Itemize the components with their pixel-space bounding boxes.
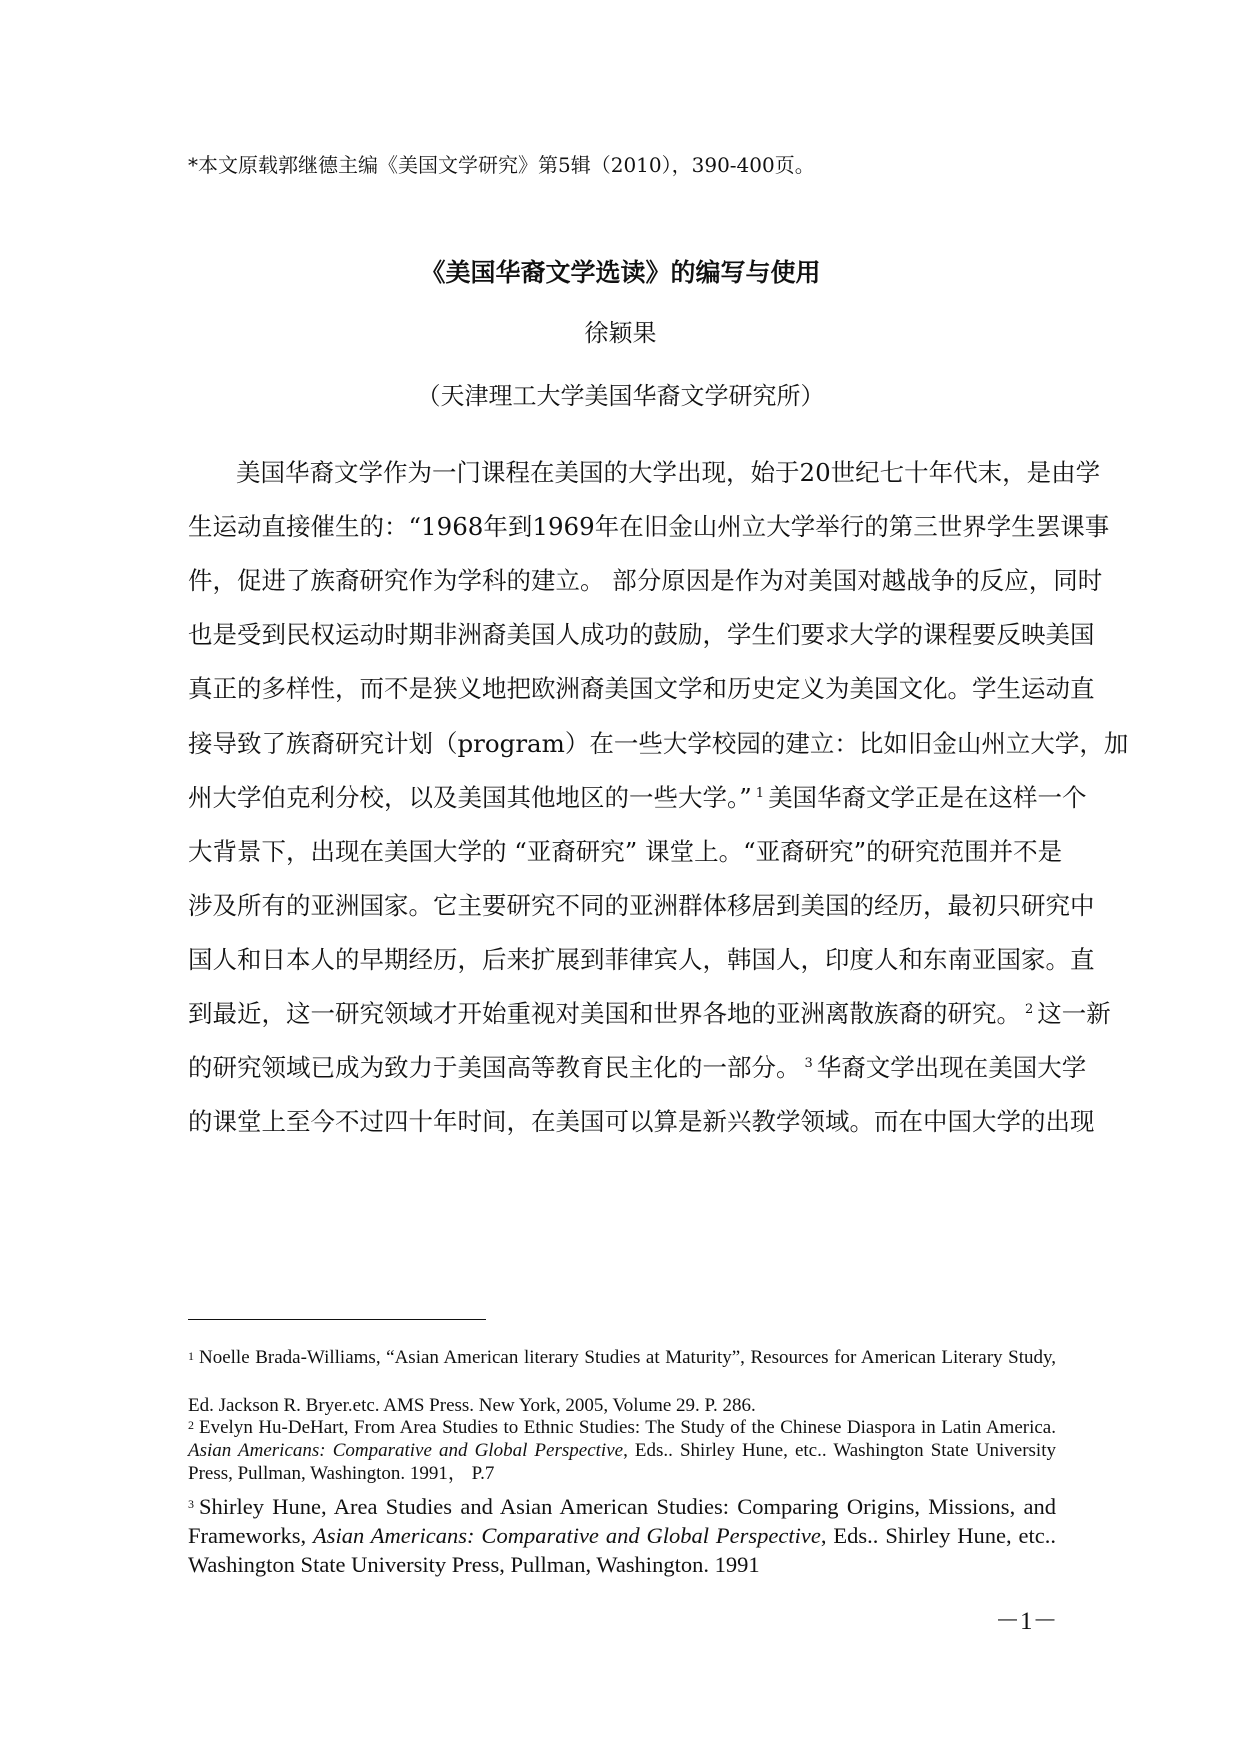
footnote-book-title: Asian Americans: Comparative and Global Perspective <box>188 1440 624 1461</box>
body-line: 接导致了族裔研究计划（program）在一些大学校园的建立：比如旧金山州立大学，加 <box>188 729 1129 758</box>
footnote-number: 1 <box>188 1349 194 1363</box>
body-text: 到最近，这一研究领域才开始重视对美国和世界各地的亚洲离散族裔的研究。 <box>188 999 1021 1028</box>
body-line: 大背景下，出现在美国大学的 “亚裔研究” 课堂上。“亚裔研究”的研究范围并不是 <box>188 837 1063 866</box>
footnote-text: Noelle Brada-Williams, “Asian American literary Studies at Maturity”, Resources for American Literary Study, Ed. Jackson R. Bryer.etc. AMS Press. New York, 2005, Volume 29. P. 286. <box>188 1347 1056 1416</box>
footnote-3 <box>188 1492 1056 1579</box>
body-line: 涉及所有的亚洲国家。它主要研究不同的亚洲群体移居到美国的经历，最初只研究中 <box>188 891 1095 920</box>
footnote-reference[interactable]: 2 <box>1025 1002 1034 1017</box>
body-line: 真正的多样性，而不是狭义地把欧洲裔美国文学和历史定义为美国文化。学生运动直 <box>188 674 1095 703</box>
author-name: 徐颖果 <box>584 319 657 347</box>
body-line: 的课堂上至今不过四十年时间，在美国可以算是新兴教学领域。而在中国大学的出现 <box>188 1107 1095 1136</box>
footnote-book-title: Asian Americans: Comparative and Global Perspective <box>313 1523 821 1548</box>
body-line: 也是受到民权运动时期非洲裔美国人成功的鼓励，学生们要求大学的课程要反映美国 <box>188 620 1095 649</box>
footnote-separator <box>188 1319 486 1320</box>
footnote-text: , Eds.. Shirley Hune, etc.. Washington State University Press, Pullman, Washington. 1991， P.7 <box>188 1440 1056 1484</box>
body-line-with-footnote <box>188 1038 1087 1098</box>
body-line-with-footnote <box>188 768 1087 828</box>
body-line: 件，促进了族裔研究作为学科的建立。 部分原因是作为对美国对越战争的反应，同时 <box>188 566 1103 595</box>
body-line-with-footnote <box>188 984 1111 1044</box>
footnote-text: Evelyn Hu-DeHart, From Area Studies to Ethnic Studies: The Study of the Chinese Diaspora in Latin America. <box>199 1417 1056 1438</box>
footnote-reference[interactable]: 3 <box>804 1056 813 1071</box>
footnote-number: 3 <box>188 1497 194 1511</box>
body-text: 这一新 <box>1037 999 1111 1028</box>
body-text: 美国华裔文学正是在这样一个 <box>768 783 1087 812</box>
author-affiliation: （天津理工大学美国华裔文学研究所） <box>416 382 825 410</box>
footnote-reference[interactable]: 1 <box>755 786 765 801</box>
body-text: 州大学伯克利分校，以及美国其他地区的一些大学。” <box>188 783 752 812</box>
footnote-text: , Eds.. Shirley Hune, etc.. Washington State University Press, Pullman, Washington. 1991 <box>188 1523 1056 1577</box>
footnote-number: 2 <box>188 1418 194 1432</box>
body-line: 国人和日本人的早期经历，后来扩展到菲律宾人，韩国人，印度人和东南亚国家。直 <box>188 945 1095 974</box>
footnote-text: Shirley Hune, Area Studies and Asian American Studies: Comparing Origins, Missions, and Frameworks, <box>188 1494 1056 1548</box>
body-text: 的研究领域已成为致力于美国高等教育民主化的一部分。 <box>188 1053 801 1082</box>
body-text: 华裔文学出现在美国大学 <box>816 1053 1087 1082</box>
article-title: 《美国华裔文学选读》的编写与使用 <box>420 258 821 287</box>
source-note: *本文原载郭继德主编《美国文学研究》第5辑（2010），390-400页。 <box>188 153 815 177</box>
body-line: 美国华裔文学作为一门课程在美国的大学出现，始于20世纪七十年代末，是由学 <box>236 458 1101 487</box>
body-line: 生运动直接催生的：“1968年到1969年在旧金山州立大学举行的第三世界学生罢课事 <box>188 512 1110 541</box>
page-number: －1－ <box>995 1608 1058 1635</box>
footnote-2 <box>188 1416 1056 1485</box>
